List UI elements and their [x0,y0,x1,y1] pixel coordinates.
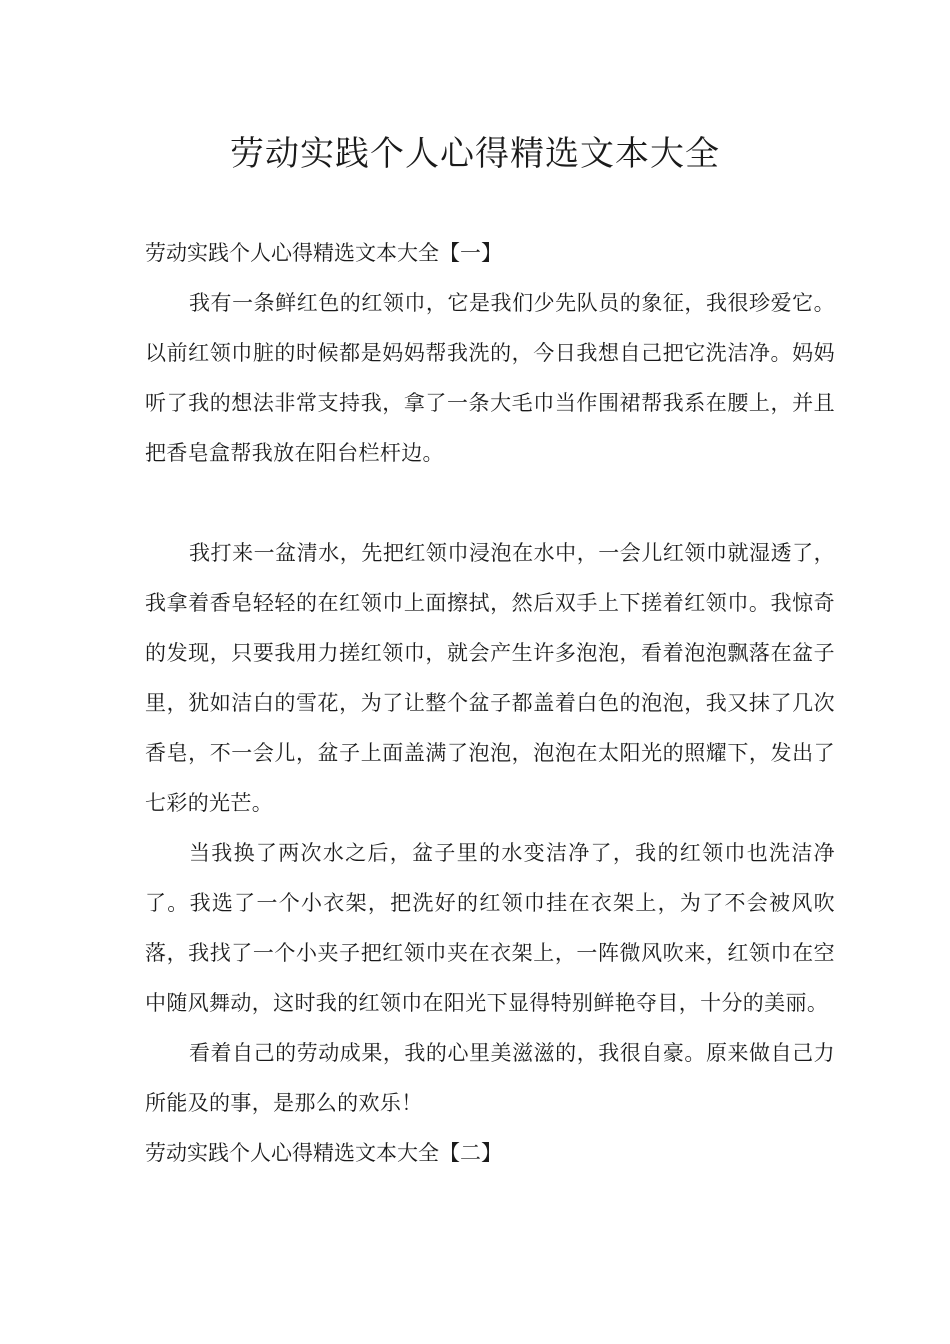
paragraph-2: 我打来一盆清水，先把红领巾浸泡在水中，一会儿红领巾就湿透了，我拿着香皂轻轻的在红领巾上面擦拭，然后双手上下搓着红领巾。我惊奇的发现，只要我用力搓红领巾，就会产生许多泡泡，看着泡泡飘落在盆子里，犹如洁白的雪花，为了让整个盆子都盖着白色的泡泡，我又抹了几次香皂，不一会儿，盆子上面盖满了泡泡，泡泡在太阳光的照耀下，发出了七彩的光芒。 [145,541,835,815]
document-title: 劳动实践个人心得精选文本大全 [230,134,720,174]
paragraph-4: 看着自己的劳动成果，我的心里美滋滋的，我很自豪。原来做自己力所能及的事，是那么的欢乐！ [145,1041,835,1115]
section-heading-2: 劳动实践个人心得精选文本大全【二】 [145,1141,502,1165]
paragraph-gap [145,478,835,528]
paragraph-3: 当我换了两次水之后，盆子里的水变洁净了，我的红领巾也洗洁净了。我选了一个小衣架，把洗好的红领巾挂在衣架上，为了不会被风吹落，我找了一个小夹子把红领巾夹在衣架上，一阵微风吹来，红领巾在空中随风舞动，这时我的红领巾在阳光下显得特别鲜艳夺目，十分的美丽。 [145,841,835,1015]
section-heading-1: 劳动实践个人心得精选文本大全【一】 [145,241,502,265]
document-body [145,228,835,1178]
paragraph-1: 我有一条鲜红色的红领巾，它是我们少先队员的象征，我很珍爱它。以前红领巾脏的时候都是妈妈帮我洗的，今日我想自己把它洗洁净。妈妈听了我的想法非常支持我，拿了一条大毛巾当作围裙帮我系在腰上，并且把香皂盒帮我放在阳台栏杆边。 [145,291,835,465]
